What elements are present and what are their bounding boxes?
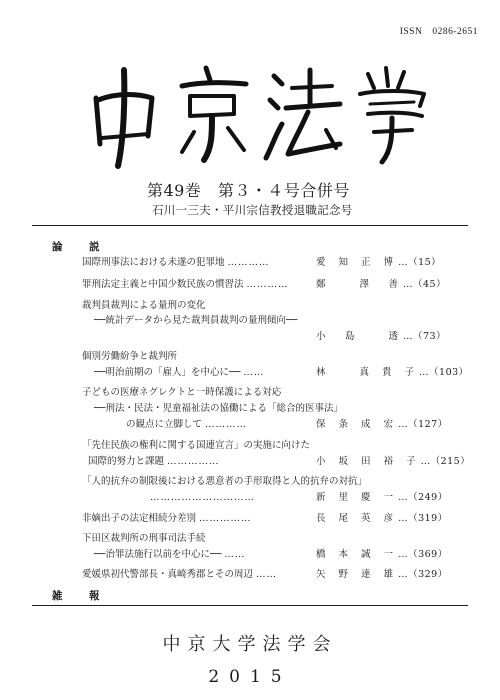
toc-author-row [316,492,448,504]
toc-page: …（73） [403,331,447,342]
toc-author: 林 真 貴 子 [316,367,420,378]
toc-page: …（215） [420,456,471,467]
toc-title: ──治罪法施行以前を中心に── [94,549,222,560]
toc-line [126,419,247,431]
toc-line [82,279,289,291]
toc-line [82,257,270,269]
toc-leader: …………… [167,456,220,467]
toc-line [82,513,252,525]
toc-author: 橋 本 誠 一 [316,549,399,560]
toc-author: 小 島 透 [316,331,404,342]
issn-number: ISSN 0286-2651 [399,27,478,37]
toc-leader: ………………………… [150,492,255,503]
toc-title: 裁判員裁判による量刑の変化 [82,300,206,311]
toc-page: …（15） [398,257,442,268]
toc-author: 保 条 成 宏 [316,419,399,430]
toc-title: 国際的努力と課題 [88,456,165,467]
toc-title: 子どもの医療ネグレクトと一時保護による対応 [82,387,282,398]
divider-top [32,225,468,226]
toc-author-row [316,549,448,561]
toc-leader: …… [243,367,265,378]
issue-number: 第49巻 第３・４号合併号 [147,181,350,200]
toc-title: ──統計データから見た裁判員裁判の量刑傾向── [94,315,298,326]
toc-author-row [316,279,446,291]
toc-title: 「先住民族の権利に関する国連宣言」の実施に向けた [82,440,311,451]
toc-line [82,569,277,581]
toc-author: 鄭 澤 善 [316,279,404,290]
toc-author-row [316,569,448,581]
toc-author: 長 尾 英 彦 [316,513,399,524]
toc-line [94,549,245,561]
toc-leader: …… [256,569,278,580]
toc-author-row [316,257,441,269]
toc-author: 小 坂 田 裕 子 [316,456,421,467]
divider-bottom [32,605,468,606]
toc-line [88,456,220,468]
publication-year: 2015 [208,667,292,687]
toc-author-row [316,456,470,468]
toc-title: 罪刑法定主義と中国少数民族の慣習法 [82,279,244,290]
toc-line [82,351,177,363]
toc-page: …（45） [403,279,447,290]
toc-leader: ………… [205,419,248,430]
toc-page: …（249） [398,492,448,503]
toc-leader: …………… [199,513,252,524]
toc-line [94,403,343,415]
toc-author: 矢 野 達 雄 [316,569,399,580]
toc-page: …（103） [419,367,469,378]
toc-line [82,300,206,312]
toc-page: …（127） [398,419,448,430]
toc-title: 非嫡出子の法定相続分差別 [82,513,197,524]
toc-author-row [316,367,469,379]
section-ronsetsu: 論 説 [52,241,108,253]
toc-title: 国際刑事法における未遂の犯罪地 [82,257,225,268]
toc-title: の観点に立脚して [126,419,203,430]
toc-author-row [316,331,446,343]
toc-line [82,533,206,545]
toc-title: 「人的抗弁の制限後における悪意者の手形取得と人的抗弁の対抗」 [82,476,368,487]
toc-page: …（329） [398,569,448,580]
toc-title: 個別労働紛争と裁判所 [82,351,178,362]
toc-author: 新 里 慶 一 [316,492,399,503]
journal-title-logo [78,58,438,170]
section-zappo: 雑 報 [52,590,108,602]
toc-page: …（369） [398,549,448,560]
toc-author: 愛 知 正 博 [316,257,399,268]
toc-title: ──明治前期の「雇人」を中心に── [94,367,241,378]
toc-title: 下田区裁判所の刑事司法手続 [82,533,206,544]
toc-line [94,367,264,379]
toc-line [82,476,367,488]
toc-page: …（319） [398,513,448,524]
commemoration-subtitle: 石川一三夫・平川宗信教授退職記念号 [152,203,353,217]
publisher-name: 中京大学法学会 [162,634,338,655]
toc-title: 愛媛県初代警部長・真崎秀郡とその周辺 [82,569,254,580]
toc-line [82,440,310,452]
toc-line [82,387,281,399]
toc-line [150,492,255,504]
calligraphy-logo [78,58,438,170]
toc-author-row [316,419,448,431]
toc-author-row [316,513,448,525]
toc-line [94,315,297,327]
toc-leader: …… [224,549,246,560]
toc-leader: ………… [227,257,270,268]
toc-leader: ………… [246,279,289,290]
toc-title: ──刑法・民法・児童福祉法の協働による「総合的医事法」 [94,403,343,414]
